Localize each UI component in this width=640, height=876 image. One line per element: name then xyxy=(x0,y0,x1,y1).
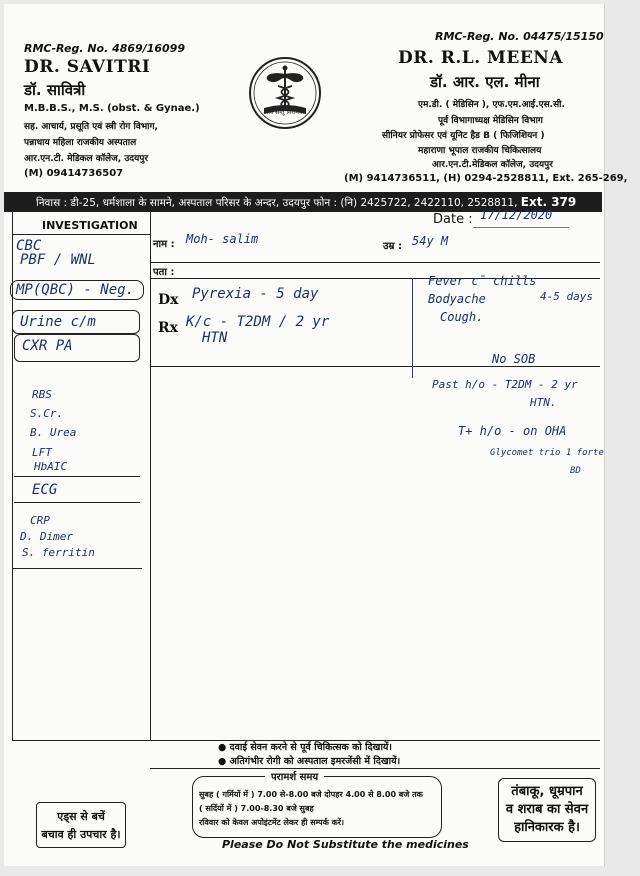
left-line2: पन्नाधाय महिला राजकीय अस्पताल xyxy=(24,138,137,148)
investigation-item: CXR PA xyxy=(22,338,73,354)
right-doctor-name-hindi: डॉ. आर. एल. मीना xyxy=(430,73,540,91)
investigation-divider xyxy=(150,212,151,740)
investigation-item: S.Cr. xyxy=(30,407,64,420)
investigation-item: D. Dimer xyxy=(20,530,73,543)
investigation-item: S. ferritin xyxy=(22,546,95,559)
logo-motto: सर्वे सन्तु निरामया xyxy=(265,109,305,116)
complaint-1: Fever c̄ chills xyxy=(428,274,537,288)
investigation-group-box xyxy=(14,382,140,477)
patient-name: Moh- salim xyxy=(186,232,259,246)
investigation-heading: INVESTIGATION xyxy=(42,219,138,232)
consult-title: परामर्श समय xyxy=(265,769,324,783)
footer-top-line xyxy=(150,768,600,769)
clinical-section-line xyxy=(150,366,600,367)
name-label: नाम : xyxy=(153,239,175,250)
investigation-item: HbAIC xyxy=(34,460,68,473)
investigation-item: B. Urea xyxy=(30,426,77,439)
investigation-item: RBS xyxy=(32,388,52,401)
rx-note-2: HTN xyxy=(202,330,228,346)
past-history-1: Past h/o - T2DM - 2 yr xyxy=(432,378,578,391)
investigation-item: CRP xyxy=(30,514,50,527)
investigation-header-line xyxy=(12,234,151,235)
caduceus-logo xyxy=(248,56,322,130)
aids-line-1: एड्स से बचें xyxy=(57,810,105,823)
left-line1: सह. आचार्य, प्रसूति एवं स्त्री रोग विभाग, xyxy=(24,122,158,132)
investigation-item: CBC xyxy=(16,238,42,254)
date-value: 17/12/2020 xyxy=(480,208,553,222)
tobacco-warning-box xyxy=(498,778,596,842)
past-history-2: HTN. xyxy=(530,396,557,409)
treatment-note: T+ h/o - on OHA xyxy=(458,424,567,438)
right-doctor-name: DR. R.L. MEENA xyxy=(398,48,564,68)
investigation-circle xyxy=(14,334,140,362)
investigation-circle xyxy=(10,280,144,300)
investigation-item: LFT xyxy=(32,446,52,459)
name-underline xyxy=(150,262,600,263)
tobacco-line-1: तंबाकू, धूम्रपान xyxy=(511,784,583,799)
investigation-end-line xyxy=(12,568,142,569)
complaints-divider xyxy=(412,278,413,378)
consult-line-1: सुबह ( गर्मियों में ) 7.00 से-8.00 बजे दोपहर 4.00 से 8.00 बजे तक xyxy=(199,790,423,799)
left-reg-number: RMC-Reg. No. 4869/16099 xyxy=(24,42,185,55)
aids-line-2: बचाव ही उपचार है। xyxy=(41,828,121,841)
left-mobile: (M) 09414736507 xyxy=(24,168,124,179)
investigation-item: PBF / WNL xyxy=(20,252,96,268)
consultation-timing-box xyxy=(192,772,442,838)
address-text: निवास : डी-25, धर्मशाला के सामने, अस्पताल परिसर के अन्दर, उदयपुर फोन : (नि) 2425722, 2422110, 2528811, xyxy=(36,197,518,209)
medicine-1: Glycomet trio 1 forte xyxy=(490,448,604,458)
address-ext: Ext. 379 xyxy=(520,195,577,209)
left-degree: M.B.B.S., M.S. (obst. & Gynae.) xyxy=(24,103,200,114)
no-sob-note: No SOB xyxy=(492,352,536,366)
investigation-circle xyxy=(12,310,140,334)
tobacco-line-2: व शराब का सेवन xyxy=(505,802,589,817)
right-line1: एम.डी. ( मेडिसिन ), एफ.एम.आई.एस.सी. xyxy=(418,100,565,110)
aids-awareness-box xyxy=(36,802,126,848)
left-doctor-name-hindi: डॉ. सावित्री xyxy=(24,81,86,99)
right-line4: महाराणा भूपाल राजकीय चिकित्सालय xyxy=(418,146,542,156)
investigation-group-box xyxy=(14,478,140,503)
complaint-duration: 4-5 days xyxy=(540,290,593,303)
right-reg-number: RMC-Reg. No. 04475/15150 xyxy=(435,30,604,43)
date-label: Date : xyxy=(433,212,473,227)
dx-note: Pyrexia - 5 day xyxy=(192,286,319,302)
footer-note-2: ● अतिगंभीर रोगी को अस्पताल इमरजेंसी में दिखायें। xyxy=(218,756,401,767)
medicine-2: BD xyxy=(570,466,581,476)
address-label: पता : xyxy=(153,267,175,278)
investigation-item: Urine c/m xyxy=(20,314,96,330)
tobacco-line-3: हानिकारक है। xyxy=(514,820,580,835)
right-phones: (M) 9414736511, (H) 0294-2528811, Ext. 265-269, xyxy=(344,173,628,184)
age-label: उम्र : xyxy=(383,241,402,252)
rx-note-1: K/c - T2DM / 2 yr xyxy=(186,314,330,330)
right-line2: पूर्व विभागाध्यक्ष मेडिसिन विभाग xyxy=(438,116,543,126)
complaint-2: Bodyache xyxy=(428,292,486,306)
consult-line-2: ( सर्दियों में ) 7.00-8.30 बजे सुबह xyxy=(199,804,314,813)
investigation-item: MP(QBC) - Neg. xyxy=(16,282,135,298)
dx-symbol: Dx xyxy=(158,292,179,308)
patient-age: 54y M xyxy=(412,234,449,248)
right-line5: आर.एन.टी.मेडिकल कॉलेज, उदयपुर xyxy=(432,160,553,170)
footer-note-1: ● दवाई सेवन करने से पूर्व चिकित्सक को दिखायें। xyxy=(218,742,393,753)
left-doctor-name: DR. SAVITRI xyxy=(24,57,151,77)
investigation-item: ECG xyxy=(32,482,58,498)
consult-line-3: रविवार को केवल अपोइंटमेंट लेकर ही सम्पर्क करें। xyxy=(199,818,345,827)
right-line3: सीनियर प्रोफेसर एवं यूनिट हैड B ( फिजिशियन ) xyxy=(382,131,545,141)
left-line3: आर.एन.टी. मेडिकल कॉलेज, उदयपुर xyxy=(24,154,149,164)
rx-symbol: Rx xyxy=(158,320,178,336)
date-line xyxy=(473,227,569,228)
do-not-substitute-note: Please Do Not Substitute the medicines xyxy=(222,838,469,851)
complaint-3: Cough. xyxy=(440,310,484,324)
